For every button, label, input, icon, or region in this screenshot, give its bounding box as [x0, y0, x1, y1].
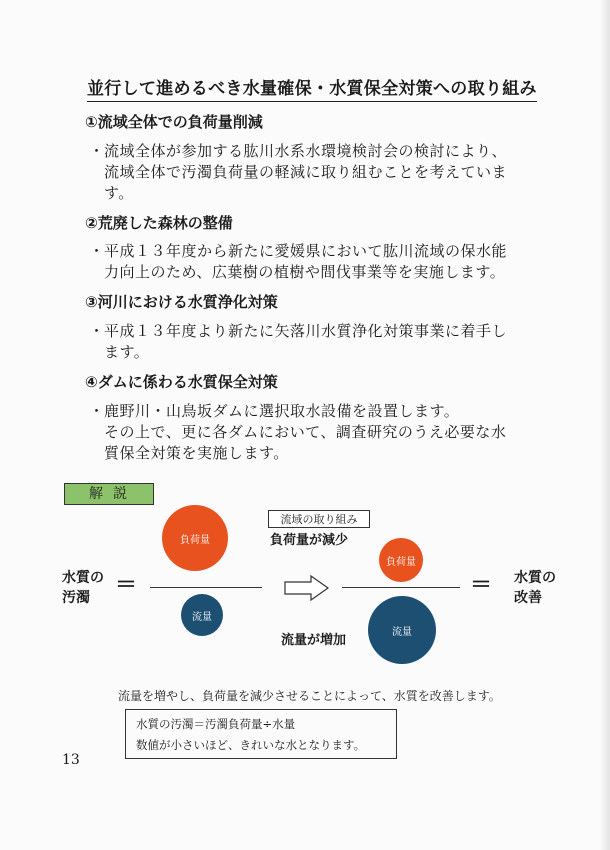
fraction-line-right [342, 587, 460, 588]
formula-box [125, 709, 397, 759]
left-label-line-2: 汚濁 [62, 590, 90, 606]
bullet-1: ・ [89, 142, 105, 160]
load-circle-large-label: 負荷量 [180, 534, 210, 546]
section-3-line-1: 平成１３年度より新たに矢落川水質浄化対策事業に着手し [104, 322, 508, 340]
section-1-line-2: 流域全体で汚濁負荷量の軽減に取り組むことを考えていま [104, 163, 508, 181]
equals-sign-right: ＝ [470, 573, 493, 598]
bullet-4: ・ [89, 402, 105, 420]
section-heading-4: ④ダムに係わる水質保全対策 [85, 373, 278, 391]
page-title: 並行して進めるべき水量確保・水質保全対策への取り組み [87, 74, 537, 102]
load-decrease-label: 負荷量が減少 [270, 533, 349, 548]
section-2-line-1: 平成１３年度から新たに愛媛県において肱川流域の保水能 [104, 242, 508, 260]
basin-effort-label: 流域の取り組み [268, 510, 370, 528]
right-label-line-1: 水質の [514, 570, 556, 586]
right-arrow-icon [284, 575, 330, 601]
formula-line-2: 数値が小さいほど、きれいな水となります。 [136, 738, 366, 752]
flow-increase-label: 流量が増加 [281, 633, 347, 648]
explanation-tag: 解説 [64, 483, 154, 505]
flow-circle-small-label: 流量 [192, 611, 212, 623]
fraction-line-left [150, 587, 262, 588]
page-number: 13 [62, 752, 80, 768]
section-heading-3: ③河川における水質浄化対策 [85, 293, 278, 311]
left-label-line-1: 水質の [62, 570, 104, 586]
load-circle-small [379, 538, 423, 582]
page-edge-shade [600, 0, 610, 850]
section-heading-2: ②荒廃した森林の整備 [85, 214, 233, 232]
section-4-line-3: 質保全対策を実施します。 [104, 444, 289, 462]
section-1-line-1: 流域全体が参加する肱川水系水環境検討会の検討により、 [104, 142, 508, 160]
load-circle-large [162, 505, 228, 571]
section-3-line-2: ます。 [104, 343, 150, 361]
section-4-line-1: 鹿野川・山鳥坂ダムに選択取水設備を設置します。 [104, 402, 460, 420]
section-heading-1: ①流域全体での負荷量削減 [85, 113, 263, 131]
formula-line-1: 水質の汚濁＝汚濁負荷量÷水量 [136, 717, 296, 731]
load-circle-small-label: 負荷量 [386, 556, 416, 568]
flow-circle-small [181, 594, 223, 636]
section-1-line-3: す。 [104, 184, 134, 202]
right-label-line-2: 改善 [514, 590, 542, 606]
equals-sign-left: ＝ [115, 573, 138, 598]
bullet-2: ・ [89, 242, 105, 260]
flow-circle-large [368, 596, 436, 664]
diagram-caption: 流量を増やし、負荷量を減少させることによって、水質を改善します。 [118, 689, 501, 703]
section-2-line-2: 力向上のため、広葉樹の植樹や間伐事業等を実施します。 [104, 263, 506, 281]
flow-circle-large-label: 流量 [392, 626, 412, 638]
section-4-line-2: その上で、更に各ダムにおいて、調査研究のうえ必要な水 [104, 423, 507, 441]
bullet-3: ・ [89, 322, 105, 340]
